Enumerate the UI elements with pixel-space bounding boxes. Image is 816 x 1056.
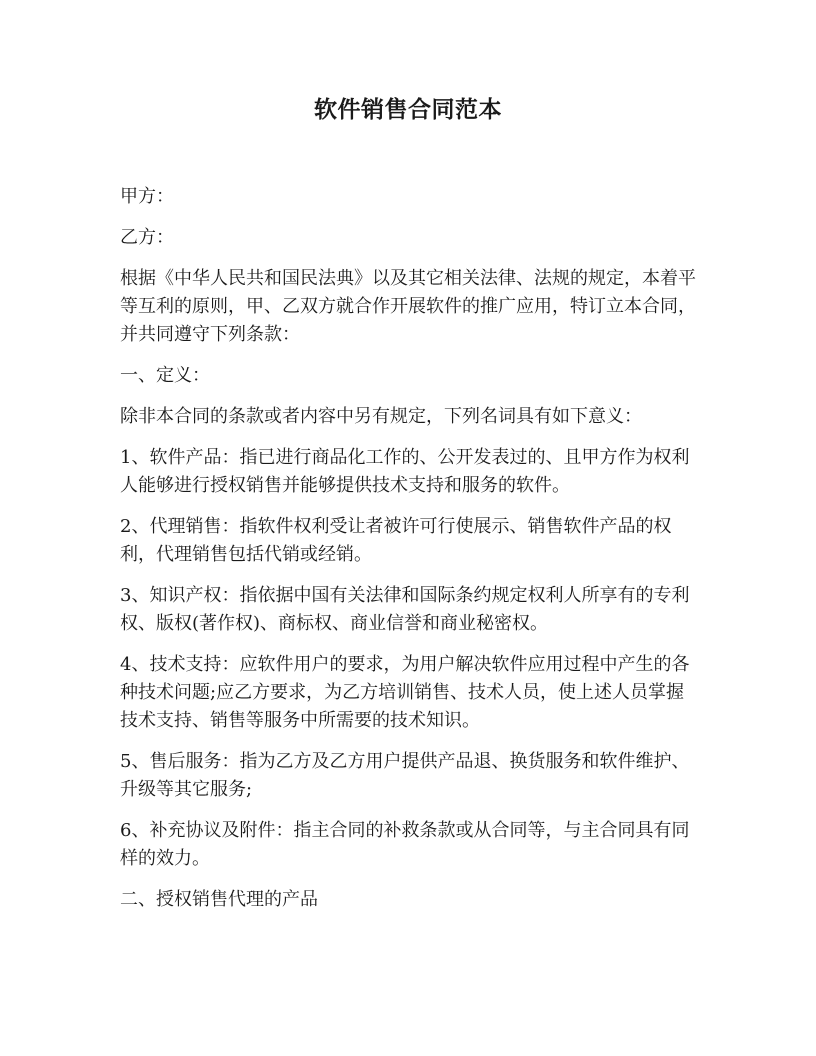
definition-item-1: 1、软件产品：指已进行商品化工作的、公开发表过的、且甲方作为权利人能够进行授权销售并能够提供技术支持和服务的软件。 (120, 447, 690, 496)
preamble-paragraph: 根据《中华人民共和国民法典》以及其它相关法律、法规的规定，本着平等互利的原则，甲、乙双方就合作开展软件的推广应用，特订立本合同，并共同遵守下列条款： (120, 268, 696, 345)
section-heading-definitions: 一、定义： (120, 365, 210, 386)
document-title: 软件销售合同范本 (314, 96, 502, 123)
definition-item-5: 5、售后服务：指为乙方及乙方用户提供产品退、换货服务和软件维护、升级等其它服务; (120, 751, 690, 800)
definition-item-3: 3、知识产权：指依据中国有关法律和国际条约规定权利人所享有的专利权、版权(著作权)、商标权、商业信誉和商业秘密权。 (120, 585, 690, 634)
party-a-line: 甲方： (120, 186, 174, 207)
definition-item-2: 2、代理销售：指软件权利受让者被许可行使展示、销售软件产品的权利，代理销售包括代销或经销。 (120, 516, 672, 565)
section-heading-authorized-products: 二、授权销售代理的产品 (120, 889, 318, 910)
definition-item-6: 6、补充协议及附件：指主合同的补救条款或从合同等，与主合同具有同样的效力。 (120, 820, 690, 869)
party-b-line: 乙方： (120, 227, 174, 248)
document-body (120, 183, 700, 927)
definitions-intro: 除非本合同的条款或者内容中另有规定，下列名词具有如下意义： (120, 406, 642, 427)
definition-item-4: 4、技术支持：应软件用户的要求，为用户解决软件应用过程中产生的各种技术问题;应乙方要求，为乙方培训销售、技术人员，使上述人员掌握技术支持、销售等服务中所需要的技术知识。 (120, 654, 690, 731)
